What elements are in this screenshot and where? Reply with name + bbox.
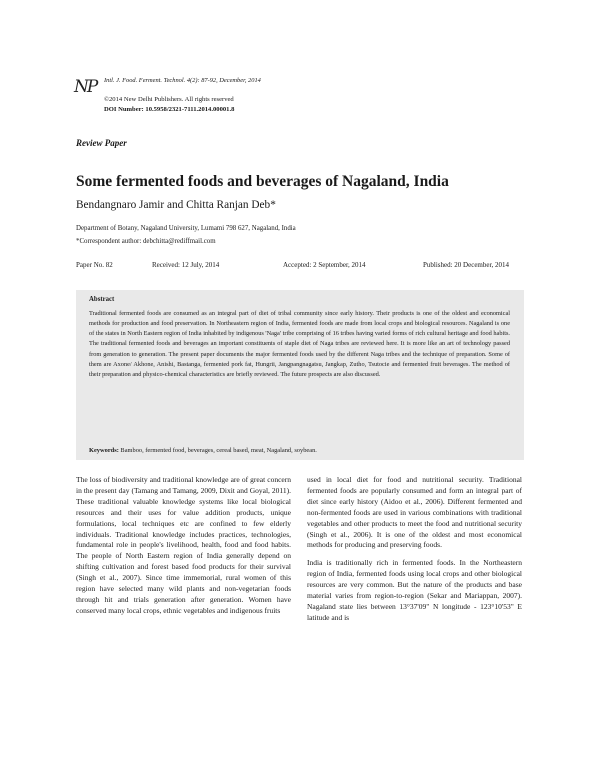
paper-number: Paper No. 82: [76, 261, 113, 269]
publisher-logo: NP: [74, 77, 97, 97]
keywords-list: Bamboo, fermented food, beverages, cereal based, meat, Nagaland, soybean.: [118, 447, 317, 454]
article-type: Review Paper: [76, 138, 127, 148]
publication-dates: [76, 261, 524, 273]
abstract-text: Traditional fermented foods are consumed as an integral part of diet of tribal community since early history. Their products is one of the oldest and economical methods for production and food preservation. In Northeastern region of India, fermented foods are made from local crops and biological resources. Nagaland is one of the states in North Eastern region of India inhabited by indigenous 'Naga' tribe comprising of 16 tribes having varied forms of rich cultural heritage and food habits. The traditional fermented foods and beverages an important constituents of staple diet of Naga tribes are reviewed here. It is more like an art of technology passed from generation to generation. The present paper documents the major fermented foods used by the different Naga tribes and the technique of preparation. Some of them are Axone/ Akhone, Anishi, Bastanga, fermented pork fat, Hungrii, Jangpangnagatsu, Jangkap, Zutho, Tsutocie and fermented fruit beverages. The method of their preparation and physico-chemical characteristics are briefly reviewed. The future prospects are also discussed.: [89, 310, 510, 378]
published-date: Published: 20 December, 2014: [423, 261, 510, 269]
body-paragraph: used in local diet for food and nutritional security. Traditional fermented foods are popularly consumed and form an integral part of diet since early history (Aidoo et al., 2006). Different fermented and non-fermented foods are used in various combinations with traditional vegetables and other products to meet the food and nutritional security (Singh et al., 2006). It is one of the oldest and most economical methods for producing and preserving foods.: [307, 475, 522, 550]
body-column-left: [76, 475, 291, 617]
affiliation: Department of Botany, Nagaland University, Lumami 798 627, Nagaland, India: [76, 225, 296, 232]
keywords-line: [89, 447, 510, 454]
correspondence-email[interactable]: *Correspondent author: debchitta@rediffmail.com: [76, 238, 216, 245]
received-date: Received: 12 July, 2014: [152, 261, 220, 269]
journal-citation: Intl. J. Food. Ferment. Technol. 4(2): 87-92, December, 2014: [104, 77, 261, 84]
body-paragraph: The loss of biodiversity and traditional knowledge are of great concern in the present day (Tamang and Tamang, 2009, Dixit and Goyal, 2011). These traditional valuable knowledge systems like local biological resources and their uses for value addition products, unique formulations, local techniques etc are confined to few elderly individuals. Traditional knowledge includes practices, technologies, fundamental role in people's livelihood, health, food and food habits. The people of North Eastern region of India generally depend on shifting cultivation and forest based food products for their survival (Singh et al., 2007). Since time immemorial, rural women of this region have selected many wild plants and non-vegetarian foods through hit and trials generation after generation. Women have conserved many local crops, ethnic vegetables and indigenous fruits: [76, 475, 291, 615]
doi-number[interactable]: DOI Number: 10.5958/2321-7111.2014.00001.8: [104, 106, 235, 113]
abstract-heading: Abstract: [89, 296, 115, 303]
body-column-right: [307, 475, 522, 624]
author-list: Bendangnaro Jamir and Chitta Ranjan Deb*: [76, 199, 276, 211]
accepted-date: Accepted: 2 September, 2014: [283, 261, 366, 269]
keywords-label: Keywords:: [89, 447, 119, 454]
paper-title: Some fermented foods and beverages of Nagaland, India: [76, 173, 449, 190]
body-paragraph: India is traditionally rich in fermented foods. In the Northeastern region of India, fermented foods using local crops and other biological resources are very common. But the nature of the products and base material varies from region-to-region (Sekar and Mariappan, 2007). Nagaland state lies between 13°37'09" N longitude - 123°10'53" E latitude and is: [307, 558, 522, 622]
copyright-line: ©2014 New Delhi Publishers. All rights reserved: [104, 96, 234, 103]
